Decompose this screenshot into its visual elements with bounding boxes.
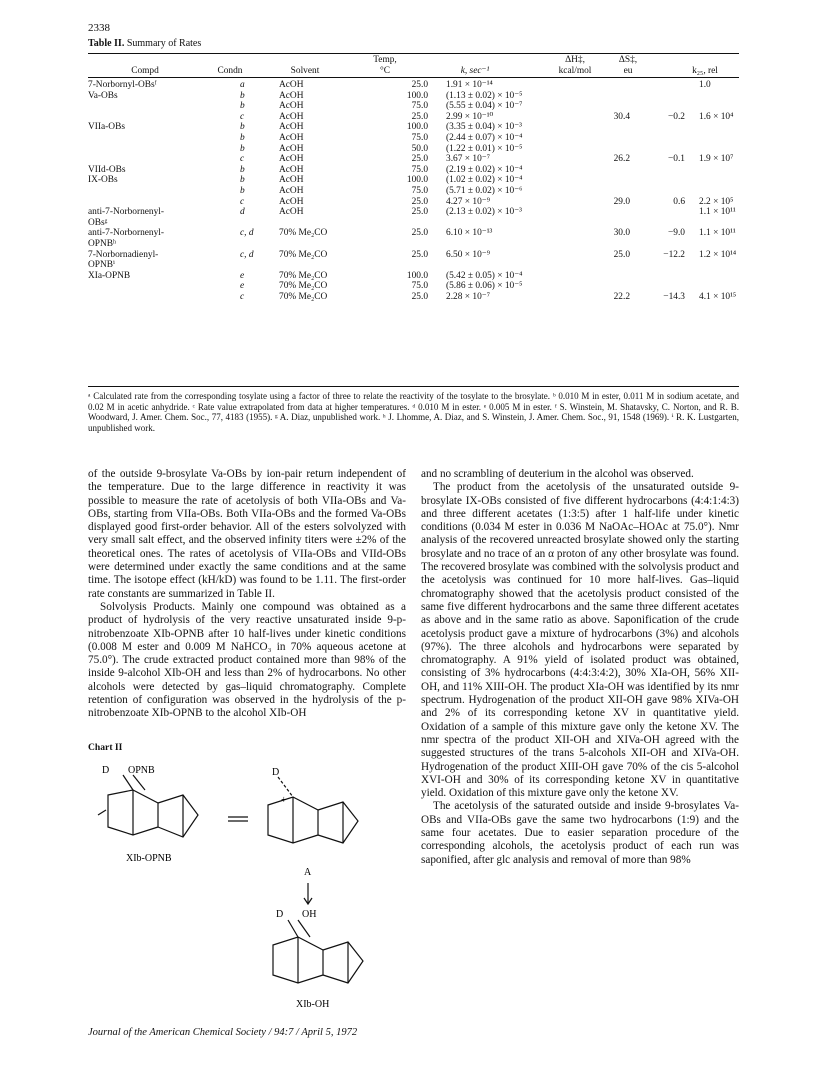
table-cell: 25.0 — [411, 80, 428, 90]
table-cell — [267, 218, 362, 229]
table-cell: AcOH — [279, 164, 304, 175]
table-cell — [685, 165, 739, 176]
table-cell — [685, 101, 739, 112]
table-cell: 6.10 × 10⁻¹³ — [446, 228, 493, 239]
table-cell: 75.0 — [411, 281, 428, 292]
table-cell: IX-OBs — [88, 175, 118, 186]
table-cell: AcOH — [279, 111, 304, 122]
table-row — [88, 207, 739, 218]
table-cell — [88, 186, 195, 197]
table-cell: 1.91 × 10⁻¹⁴ — [446, 80, 493, 90]
table-row — [88, 281, 739, 292]
table-cell: AcOH — [279, 143, 304, 154]
table-cell — [630, 218, 685, 229]
chart-label-d1: D — [102, 765, 110, 776]
table-cell — [685, 144, 739, 155]
table-cell: (5.55 ± 0.04) × 10⁻⁷ — [446, 101, 523, 112]
table-cell — [630, 133, 685, 144]
table-cell — [580, 218, 630, 229]
table-cell — [630, 186, 685, 197]
table-cell: 25.0 — [411, 196, 428, 207]
table-cell — [428, 218, 580, 229]
table-cell: 29.0 — [613, 196, 630, 207]
table-cell: (2.13 ± 0.02) × 10⁻³ — [446, 207, 522, 218]
table-top-rule — [88, 53, 739, 54]
table-cell: 100.0 — [406, 270, 428, 281]
table-cell: 25.0 — [411, 228, 428, 239]
table-cell: (1.02 ± 0.02) × 10⁻⁴ — [446, 175, 523, 186]
chart-ii-structures — [88, 755, 388, 1015]
table-cell: AcOH — [279, 132, 304, 143]
table-cell — [685, 260, 739, 271]
chart-label-d3: D — [276, 909, 284, 920]
table-cell: (1.13 ± 0.02) × 10⁻⁵ — [446, 90, 523, 101]
table-cell: −0.1 — [667, 154, 685, 165]
header-solvent: Solvent — [290, 66, 320, 76]
table-cell — [580, 281, 630, 292]
table-cell — [685, 281, 739, 292]
table-cell: 1.6 × 10⁴ — [699, 111, 734, 122]
table-cell: 25.0 — [411, 111, 428, 122]
right-paragraph: and no scrambling of deuterium in the alcohol was observed. — [421, 468, 694, 480]
table-cell — [580, 207, 630, 218]
table-cell: AcOH — [279, 101, 304, 112]
table-title — [88, 38, 201, 49]
table-cell: XIa-OPNB — [88, 270, 131, 281]
right-paragraph: The product from the acetolysis of the unsaturated outside 9-brosylate IX-OBs consisted of five different hydrocarbons (4:4:1:4:3) and three different acetates (1:3:5) after 1 half-life under kinetic conditions (0.034 M ester in 0.036 M NaOAc–HOAc at 75.0°). Nmr analysis of the recovered unreacted brosylate showed only the starting brosylate and no trace of an α proton of any other brosylate was found. The recovered brosylate was combined with the solvolysis product and the acetolysis was continued for 10 more half-lives. Gas–liquid chromatography showed that the acetolysis product consisted of the same five different hydrocarbons and the same three different acetates as above and in the same ratio as above. Saponification of the crude acetolysis product gave a mixture of hydrocarbons (3%) and alcohols (97%). The three alcohols and hydrocarbons were separated by chromatography. A 91% yield of isolated product was obtained, consisting of 3% hydrocarbons (4:4:3:4:2), 30% XIa-OH, 56% XII-OH, and 11% XIII-OH. The product XIa-OH was identified by its nmr spectrum. Hydrogenation of the product XII-OH gave 98% XIVa-OH and 2% of its corresponding ketone XV in quantitative yield. Oxidation of a sample of this mixture gave only the ketone XV. The nmr spectra of the product XII-OH and XIVa-OH agreed with the suggested structures of the trans 5-alcohols XII-OH and XIVa-OH. Hydrogenation of the product XIII-OH gave 70% of the cis 5-alcohol XVI-OH and 30% of its corresponding ketone XV in quantitative yield. Oxidation of this mixture gave only the ketone XV. — [421, 481, 739, 800]
table-cell: d — [240, 207, 245, 218]
table-cell: 1.0 — [699, 80, 711, 90]
table-cell: 0.6 — [673, 196, 685, 207]
table-cell: (5.42 ± 0.05) × 10⁻⁴ — [446, 270, 523, 281]
chart-label-oh: OH — [302, 909, 317, 920]
table-cell: (2.19 ± 0.02) × 10⁻⁴ — [446, 164, 523, 175]
table-cell: 50.0 — [411, 143, 428, 154]
table-cell: 7-Norbornadienyl- — [88, 249, 159, 260]
table-cell: VIId-OBs — [88, 164, 126, 175]
table-cell — [685, 175, 739, 186]
table-cell: 22.2 — [613, 291, 630, 302]
table-cell: b — [240, 90, 245, 101]
table-row — [88, 122, 739, 133]
chart-label-xib-opnb: XIb-OPNB — [126, 853, 172, 864]
table-cell — [88, 101, 195, 112]
table-cell — [685, 239, 739, 250]
table-cell: b — [240, 185, 245, 196]
table-cell — [195, 239, 267, 250]
table-row — [88, 175, 739, 186]
table-cell: −14.3 — [663, 291, 685, 302]
table-cell — [88, 144, 195, 155]
header-dh-top: ΔH‡, — [565, 55, 585, 65]
table-cell: 75.0 — [411, 101, 428, 112]
table-cell — [580, 165, 630, 176]
table-cell: 75.0 — [411, 185, 428, 196]
table-cell: e — [240, 281, 245, 292]
table-cell: 30.4 — [613, 111, 630, 122]
table-cell: 7-Norbornyl-OBsᶠ — [88, 80, 157, 90]
table-cell — [685, 218, 739, 229]
table-caption: Summary of Rates — [126, 38, 202, 49]
table-cell: VIIa-OBs — [88, 122, 125, 133]
chart-label-plus: + — [281, 795, 287, 806]
table-cell — [580, 133, 630, 144]
table-cell: 70% Me₂CO — [279, 291, 328, 302]
table-cell: 100.0 — [406, 122, 428, 133]
table-cell — [362, 260, 428, 271]
table-cell: OPNBⁱ — [88, 260, 115, 271]
table-cell — [685, 122, 739, 133]
table-cell: AcOH — [279, 207, 304, 218]
table-cell: 70% Me₂CO — [279, 270, 328, 281]
table-row — [88, 197, 739, 208]
table-cell: (1.22 ± 0.01) × 10⁻⁵ — [446, 143, 523, 154]
table-row — [88, 144, 739, 155]
table-cell — [362, 218, 428, 229]
table-cell — [428, 260, 580, 271]
table-cell — [630, 271, 685, 282]
header-k: k, sec⁻¹ — [460, 66, 490, 76]
table-cell — [630, 175, 685, 186]
table-cell: 1.2 × 10¹⁴ — [699, 249, 737, 260]
table-cell — [630, 80, 685, 91]
table-cell — [580, 80, 630, 91]
table-cell: a — [240, 80, 245, 90]
table-cell — [88, 281, 195, 292]
table-cell: b — [240, 132, 245, 143]
table-footnotes: ᵃ Calculated rate from the corresponding tosylate using a factor of three to relate the reactivity of the tosylate to the brosylate. ᵇ 0.010 M in ester, 0.011 M in sodium acetate, and 0.02 M in acetic anhydride. ᶜ Rate value extrapolated from data at higher temperatures. ᵈ 0.010 M in ester. ᵉ 0.005 M in ester. ᶠ S. Winstein, M. Shatavsky, C. Norton, and R. B. Woodward, J. Amer. Chem. Soc., 77, 4183 (1955). ᵍ A. Diaz, unpublished work. ʰ J. Lhomme, A. Diaz, and S. Winstein, J. Amer. Chem. Soc., 91, 1548 (1969). ⁱ R. K. Lustgarten, unpublished work. — [88, 391, 739, 433]
table-cell — [195, 260, 267, 271]
table-cell: 26.2 — [613, 154, 630, 165]
table-cell: 25.0 — [411, 154, 428, 165]
table-cell: 4.27 × 10⁻⁹ — [446, 196, 490, 207]
journal-footer: Journal of the American Chemical Society / 94:7 / April 5, 1972 — [88, 1027, 358, 1038]
table-cell — [195, 218, 267, 229]
table-row — [88, 228, 739, 239]
table-cell — [630, 91, 685, 102]
table-cell: 100.0 — [406, 90, 428, 101]
table-cell: c — [240, 154, 245, 165]
table-cell: 25.0 — [613, 249, 630, 260]
table-row — [88, 91, 739, 102]
table-cell — [630, 144, 685, 155]
table-cell — [580, 101, 630, 112]
table-cell: AcOH — [279, 80, 304, 90]
table-cell: c — [240, 111, 245, 122]
table-cell: 2.2 × 10⁵ — [699, 196, 734, 207]
table-cell: −12.2 — [663, 249, 685, 260]
table-cell: 25.0 — [411, 249, 428, 260]
table-bottom-rule — [88, 386, 739, 387]
table-cell — [685, 271, 739, 282]
header-temp-bottom: °C — [379, 66, 390, 76]
table-label: Table II. — [88, 38, 125, 49]
table-cell — [580, 91, 630, 102]
chart-label-opnb: OPNB — [128, 765, 155, 776]
table-cell — [362, 239, 428, 250]
table-cell: anti-7-Norbornenyl- — [88, 228, 165, 239]
rates-table — [88, 80, 739, 302]
table-row — [88, 260, 739, 271]
chart-title: Chart II — [88, 742, 123, 753]
table-cell — [630, 281, 685, 292]
table-cell — [630, 122, 685, 133]
table-row — [88, 165, 739, 176]
table-row — [88, 239, 739, 250]
table-cell: 25.0 — [411, 207, 428, 218]
table-cell: 1.9 × 10⁷ — [699, 154, 734, 165]
table-cell — [630, 165, 685, 176]
table-cell: 100.0 — [406, 175, 428, 186]
table-cell — [685, 186, 739, 197]
table-cell: (3.35 ± 0.04) × 10⁻³ — [446, 122, 522, 133]
header-temp-top: Temp, — [373, 55, 397, 65]
table-cell — [630, 101, 685, 112]
table-cell: b — [240, 101, 245, 112]
header-ds-bottom: eu — [623, 66, 633, 76]
table-cell: 2.28 × 10⁻⁷ — [446, 291, 490, 302]
right-column — [421, 468, 739, 867]
table-cell — [580, 144, 630, 155]
table-cell: 30.0 — [613, 228, 630, 239]
table-row — [88, 271, 739, 282]
table-cell: c, d — [240, 249, 254, 260]
table-cell: anti-7-Norbornenyl- — [88, 207, 165, 218]
table-cell — [580, 175, 630, 186]
table-cell — [88, 197, 195, 208]
table-cell: (5.71 ± 0.02) × 10⁻⁶ — [446, 185, 523, 196]
table-cell: 75.0 — [411, 132, 428, 143]
table-cell: 70% Me₂CO — [279, 281, 328, 292]
table-cell: 1.1 × 10¹¹ — [699, 228, 736, 239]
chart-label-d2: D — [272, 767, 280, 778]
table-cell: AcOH — [279, 90, 304, 101]
table-cell: AcOH — [279, 185, 304, 196]
table-cell: c, d — [240, 228, 254, 239]
header-compd: Compd — [131, 66, 159, 76]
table-cell: 75.0 — [411, 164, 428, 175]
table-cell: (2.44 ± 0.07) × 10⁻⁴ — [446, 132, 523, 143]
table-cell: 4.1 × 10¹⁵ — [699, 291, 737, 302]
table-cell: c — [240, 291, 245, 302]
table-cell — [428, 239, 580, 250]
table-row — [88, 80, 739, 91]
table-row — [88, 218, 739, 229]
table-cell: OBsᵍ — [88, 217, 108, 228]
right-paragraph: The acetolysis of the saturated outside and inside 9-brosylates Va-OBs and VIIa-OBs gave the same two hydrocarbons (1:9) and the same four acetates. Due to easier separation procedure of the corresponding alcohols, the acetolysis product of each run was saponified, after glc analysis and removal of more than 98% — [421, 800, 739, 866]
table-cell: 70% Me₂CO — [279, 228, 328, 239]
left-column — [88, 468, 406, 721]
table-cell — [267, 239, 362, 250]
table-cell: −9.0 — [667, 228, 685, 239]
table-cell: 25.0 — [411, 291, 428, 302]
header-condn: Condn — [217, 66, 243, 76]
left-paragraph: Solvolysis Products. Mainly one compound was obtained as a product of hydrolysis of the very reactive unsaturated inside 9-p-nitrobenzoate XIb-OPNB after 10 half-lives under kinetic conditions (0.008 M ester and 0.009 M NaHCO₃ in 70% aqueous acetone at 75.0°). The crude extracted product contained more than 98% of the inside 9-alcohol XIb-OH and less than 2% of hydrocarbons. No other alcohols were detected by gas–liquid chromatography. Complete retention of configuration was observed in the hydrolysis of the p-nitrobenzoate XIb-OPNB to the alcohol XIb-OH — [88, 600, 406, 720]
table-cell — [88, 154, 195, 165]
table-cell: b — [240, 164, 245, 175]
header-krel: k₂₅, rel — [692, 66, 718, 76]
table-cell: OPNBʰ — [88, 238, 117, 249]
table-cell — [630, 260, 685, 271]
table-cell — [580, 186, 630, 197]
table-cell — [580, 260, 630, 271]
table-cell: AcOH — [279, 122, 304, 133]
header-ds-top: ΔS‡, — [618, 55, 638, 65]
table-cell: b — [240, 122, 245, 133]
table-row — [88, 112, 739, 123]
header-dh-bottom: kcal/mol — [558, 66, 592, 76]
table-cell — [630, 207, 685, 218]
table-cell — [267, 260, 362, 271]
table-cell — [685, 91, 739, 102]
table-cell: 3.67 × 10⁻⁷ — [446, 154, 490, 165]
table-cell — [580, 271, 630, 282]
page-number: 2338 — [88, 22, 110, 34]
table-cell — [88, 112, 195, 123]
table-cell: b — [240, 143, 245, 154]
table-cell — [88, 292, 195, 303]
table-row — [88, 154, 739, 165]
table-header-rule — [88, 77, 739, 78]
table-cell: (5.86 ± 0.06) × 10⁻⁵ — [446, 281, 523, 292]
table-cell: e — [240, 270, 245, 281]
table-cell: AcOH — [279, 196, 304, 207]
table-cell: 1.1 × 10¹¹ — [699, 207, 736, 218]
table-cell — [580, 122, 630, 133]
table-cell: AcOH — [279, 175, 304, 186]
table-cell — [88, 133, 195, 144]
chart-label-xib-oh: XIb-OH — [296, 999, 330, 1010]
table-row — [88, 133, 739, 144]
table-cell — [685, 133, 739, 144]
table-cell: 6.50 × 10⁻⁹ — [446, 249, 490, 260]
table-cell: Va-OBs — [88, 90, 118, 101]
table-cell: b — [240, 175, 245, 186]
table-row — [88, 101, 739, 112]
table-cell — [580, 239, 630, 250]
table-cell: −0.2 — [667, 111, 685, 122]
table-row — [88, 186, 739, 197]
table-cell: AcOH — [279, 154, 304, 165]
table-row — [88, 250, 739, 261]
left-paragraph: of the outside 9-brosylate Va-OBs by ion-pair return independent of the temperature. Due to the large difference in reactivity it was possible to measure the rate of acetolysis of both VIIa-OBs and Va-OBs, starting from VIIa-OBs. Both VIIa-OBs and the formed Va-OBs displayed good first-order behavior. All of the esters solvolyzed with very small salt effect, and the observed infinity titers were ±2% of the theoretical ones. The rates of acetolysis of VIIa-OBs and VIId-OBs were determined under exactly the same conditions and at the same time. The isotope effect (kH/kD) was found to be 1.11. The first-order rate constants are summarized in Table II. — [88, 468, 406, 600]
table-cell: 2.99 × 10⁻¹⁰ — [446, 111, 494, 122]
table-row — [88, 292, 739, 303]
table-cell — [630, 239, 685, 250]
table-cell: c — [240, 196, 245, 207]
table-cell: 70% Me₂CO — [279, 249, 328, 260]
chart-label-a: A — [304, 867, 312, 878]
